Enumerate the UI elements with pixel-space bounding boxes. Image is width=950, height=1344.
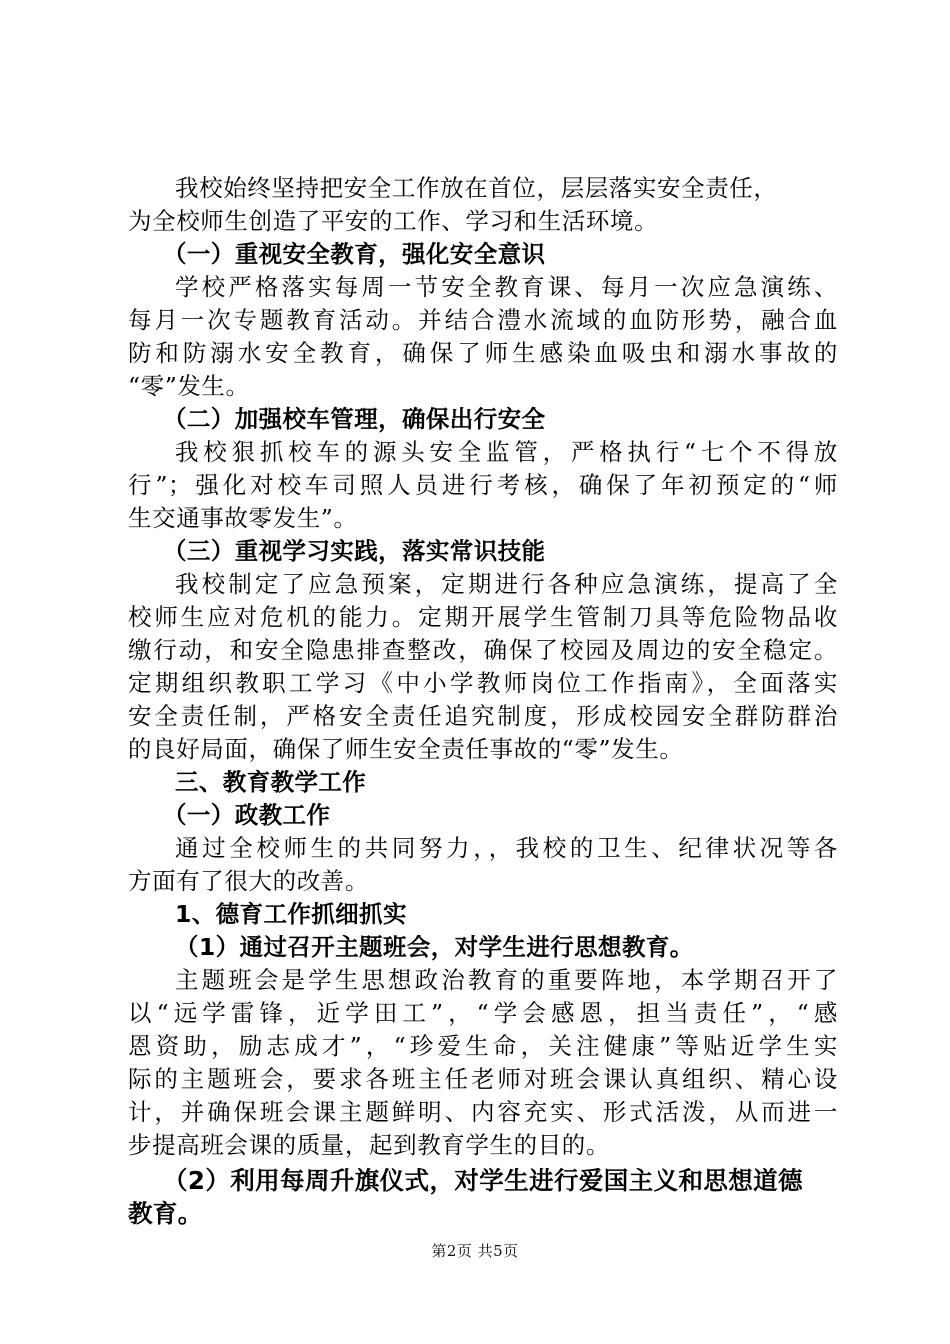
paragraph-line: 我校狠抓校车的源头安全监管，严格执行“七个不得放: [175, 438, 838, 466]
paragraph-line: 定期组织教职工学习《中小学教师岗位工作指南》，全面落实: [128, 669, 838, 697]
paragraph-line: 我校始终坚持把安全工作放在首位，层层落实安全责任，: [175, 174, 778, 202]
paragraph-line: 主题班会是学生思想政治教育的重要阵地，本学期召开了: [175, 966, 838, 994]
document-body: [128, 172, 838, 1230]
paragraph-line: 安全责任制，严格安全责任追究制度，形成校园安全群防群治: [128, 702, 838, 730]
paragraph-line: 每月一次专题教育活动。并结合澧水流域的血防形势，融合血: [128, 306, 838, 334]
paragraph-line: “零”发生。: [128, 372, 250, 400]
paragraph-line: 方面有了很大的改善。: [128, 867, 369, 895]
paragraph-line: 以“远学雷锋，近学田工”，“学会感恩，担当责任”，“感: [128, 999, 838, 1027]
paragraph-line: 通过全校师生的共同努力，，我校的卫生、纪律状况等各: [175, 834, 838, 862]
section-heading: （一）政教工作: [163, 801, 331, 829]
section-heading: （一）重视安全教育，强化安全意识: [163, 240, 546, 268]
paragraph-line: 为全校师生创造了平安的工作、学习和生活环境。: [128, 207, 659, 235]
paragraph-line: 计，并确保班会课主题鲜明、内容充实、形式活泼，从而进一: [128, 1098, 838, 1126]
paragraph-line: 缴行动，和安全隐患排查整改，确保了校园及周边的安全稳定。: [128, 636, 838, 664]
paragraph-line: 恩资助，励志成才”，“珍爱生命，关注健康”等贴近学生实: [128, 1032, 838, 1060]
item-heading-continuation: 教育。: [128, 1199, 203, 1228]
item-heading: （1）通过召开主题班会，对学生进行思想教育。: [175, 933, 694, 961]
paragraph-line: 防和防溺水安全教育，确保了师生感染血吸虫和溺水事故的: [128, 339, 838, 367]
paragraph-line: 步提高班会课的质量，起到教育学生的目的。: [128, 1131, 610, 1159]
subsection-heading: 1、德育工作抓细抓实: [175, 900, 407, 928]
paragraph-line: 学校严格落实每周一节安全教育课、每月一次应急演练、: [175, 273, 838, 301]
paragraph-line: 际的主题班会，要求各班主任老师对班会课认真组织、精心设: [128, 1065, 838, 1093]
paragraph-line: 的良好局面，确保了师生安全责任事故的“零”发生。: [128, 735, 684, 763]
chapter-heading: 三、教育教学工作: [175, 768, 367, 796]
section-heading: （二）加强校车管理，确保出行安全: [163, 405, 546, 433]
section-heading: （三）重视学习实践，落实常识技能: [163, 537, 546, 565]
item-heading: （2）利用每周升旗仪式，对学生进行爱国主义和思想道德: [163, 1166, 803, 1195]
paragraph-line: 我校制定了应急预案，定期进行各种应急演练，提高了全: [175, 570, 838, 598]
paragraph-line: 行”；强化对校车司照人员进行考核，确保了年初预定的“师: [128, 471, 838, 499]
paragraph-line: 校师生应对危机的能力。定期开展学生管制刀具等危险物品收: [128, 603, 838, 631]
paragraph-line: 生交通事故零发生”。: [128, 504, 358, 532]
page-number-footer: 第2页 共5页: [431, 1242, 519, 1260]
